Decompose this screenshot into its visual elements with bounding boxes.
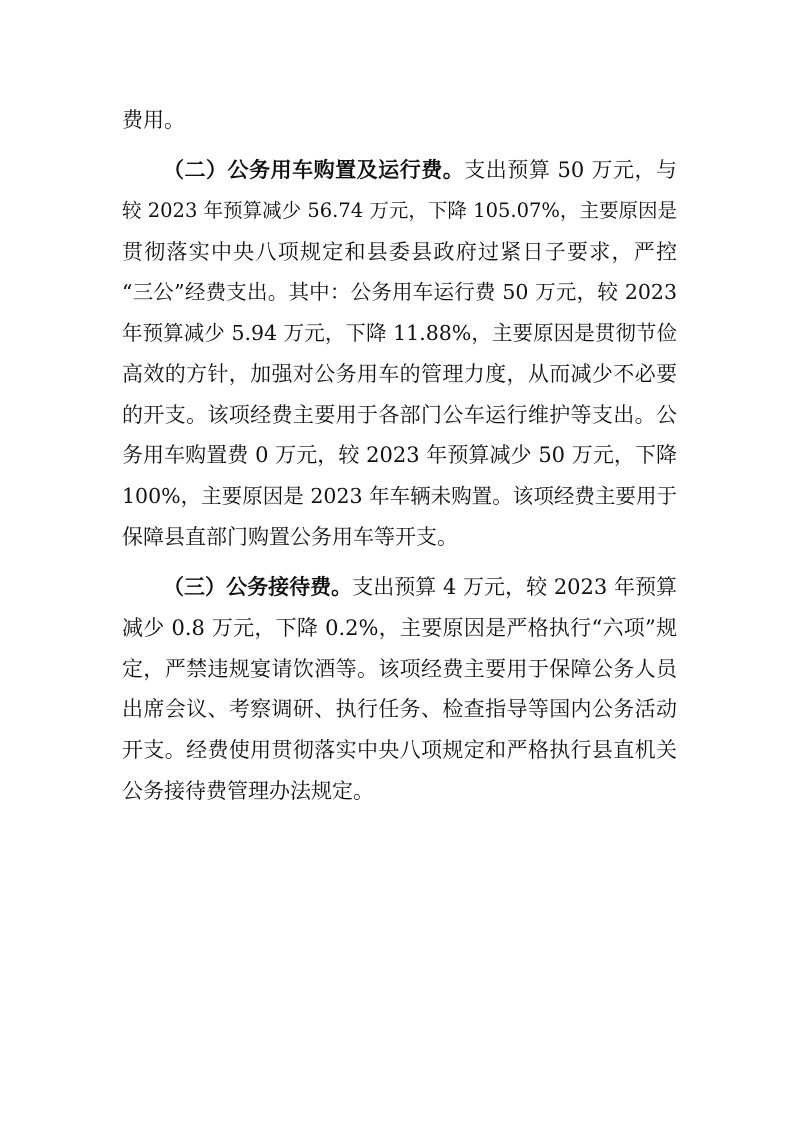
text-span: 高效的方针，加强对公务用车的管理力度，从而减少不必要 bbox=[122, 362, 677, 386]
section-2-first-line bbox=[163, 155, 677, 185]
text-line bbox=[122, 522, 677, 552]
text-span: 保障县直部门购置公务用车等开支。 bbox=[122, 525, 458, 549]
text-span: 减少 0.8 万元，下降 0.2%，主要原因是严格执行“六项”规 bbox=[122, 616, 677, 640]
text-span: 100%，主要原因是 2023 年车辆未购置。该项经费主要用于 bbox=[122, 484, 677, 508]
section-heading-vehicle: （二）公务用车购置及运行费。 bbox=[163, 157, 465, 182]
text-line bbox=[122, 105, 677, 135]
text-line bbox=[122, 277, 677, 307]
text-line bbox=[122, 735, 677, 765]
text-line bbox=[122, 694, 677, 724]
text-span: 较 2023 年预算减少 56.74 万元，下降 105.07%，主要原因是 bbox=[122, 199, 677, 222]
text-line bbox=[122, 776, 677, 806]
text-span: 开支。经费使用贯彻落实中央八项规定和严格执行县直机关 bbox=[122, 738, 677, 762]
text-span: 贯彻落实中央八项规定和县委县政府过紧日子要求，严控 bbox=[122, 240, 677, 264]
text-line bbox=[122, 654, 677, 684]
text-span: 出席会议、考察调研、执行任务、检查指导等国内公务活动 bbox=[122, 697, 677, 721]
text-span: 年预算减少 5.94 万元，下降 11.88%，主要原因是贯彻节俭 bbox=[122, 321, 677, 345]
section-heading-reception: （三）公务接待费。 bbox=[163, 574, 353, 599]
text-line bbox=[122, 400, 677, 430]
section-3-first-line bbox=[163, 572, 677, 602]
text-span: 定，严禁违规宴请饮酒等。该项经费主要用于保障公务人员 bbox=[122, 657, 677, 681]
text-line bbox=[122, 481, 677, 511]
text-line bbox=[122, 440, 677, 470]
text-span: 支出预算 4 万元，较 2023 年预算 bbox=[352, 575, 677, 599]
text-line bbox=[122, 613, 677, 643]
text-span: 费用。 bbox=[122, 108, 185, 132]
text-span: 支出预算 50 万元，与 bbox=[464, 158, 677, 182]
text-line bbox=[122, 318, 677, 348]
text-span: “三公”经费支出。其中：公务用车运行费 50 万元，较 2023 bbox=[122, 280, 677, 304]
text-line bbox=[122, 196, 677, 226]
text-line bbox=[122, 359, 677, 389]
text-span: 务用车购置费 0 万元，较 2023 年预算减少 50 万元，下降 bbox=[122, 443, 677, 467]
text-span: 的开支。该项经费主要用于各部门公车运行维护等支出。公 bbox=[122, 403, 677, 427]
text-span: 公务接待费管理办法规定。 bbox=[122, 779, 374, 803]
text-line bbox=[122, 237, 677, 267]
